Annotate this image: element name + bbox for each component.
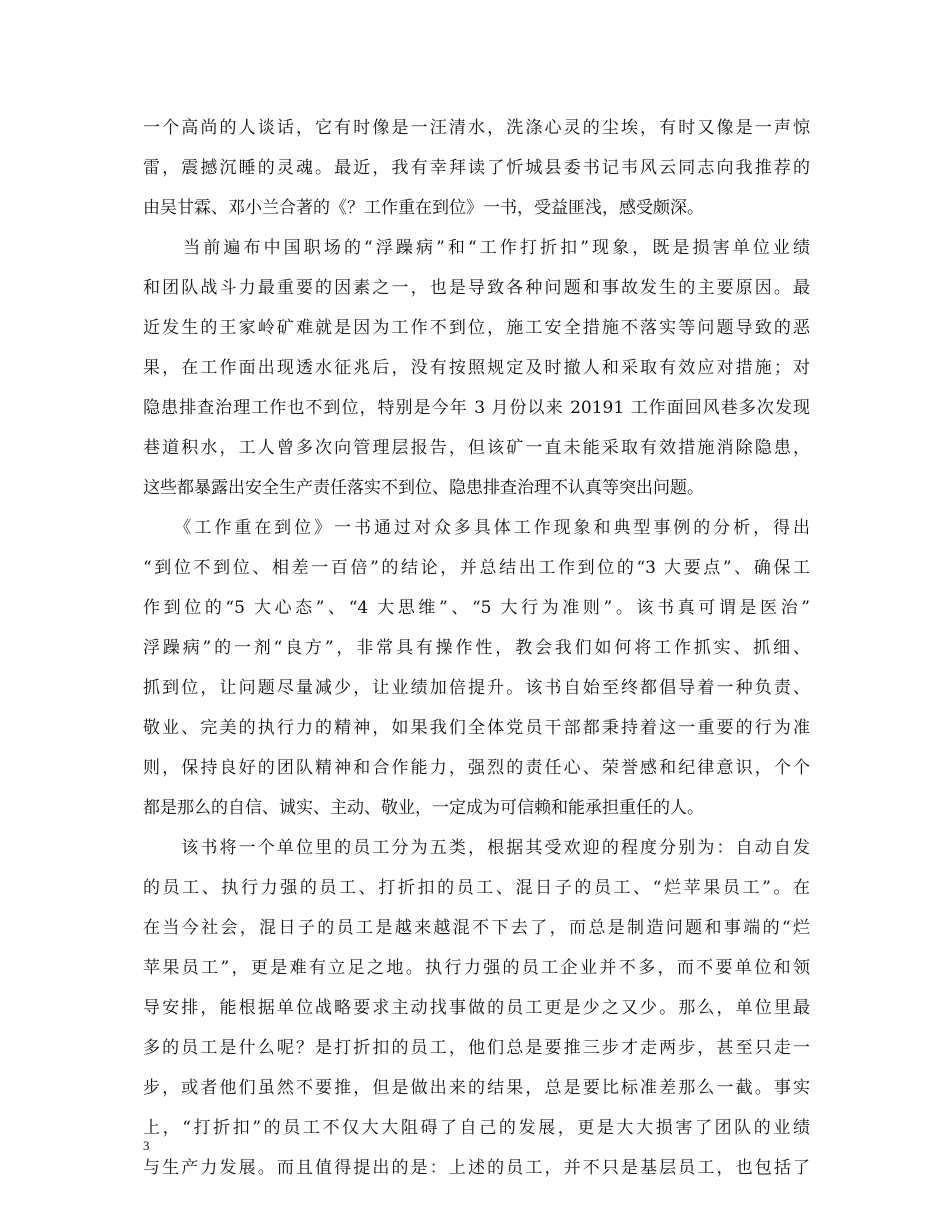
text-line: 在当今社会，混日子的员工是越来越混不下去了，而总是制造问题和事端的“烂 <box>143 918 810 938</box>
text-line: 这些都暴露出安全生产责任落实不到位、隐患排查治理不认真等突出问题。 <box>143 478 704 498</box>
page-number: 3 <box>143 1138 150 1153</box>
text-line: “到位不到位、相差一百倍”的结论，并总结出工作到位的“3 大要点”、确保工 <box>143 558 810 578</box>
text-line: 和团队战斗力最重要的因素之一，也是导致各种问题和事故发生的主要原因。最 <box>143 278 810 298</box>
text-line: 则，保持良好的团队精神和合作能力，强烈的责任心、荣誉感和纪律意识，个个 <box>143 758 810 778</box>
text-line: 果，在工作面出现透水征兆后，没有按照规定及时撤人和采取有效应对措施；对 <box>143 358 810 378</box>
text-line: 一个高尚的人谈话，它有时像是一汪清水，洗涤心灵的尘埃，有时又像是一声惊 <box>143 118 810 138</box>
text-line: 巷道积水，工人曾多次向管理层报告，但该矿一直未能采取有效措施消除隐患， <box>143 438 810 458</box>
text-line: 该书将一个单位里的员工分为五类，根据其受欢迎的程度分别为：自动自发 <box>143 838 810 858</box>
text-line: 作到位的“5 大心态”、“4 大思维”、“5 大行为准则”。该书真可谓是医治” <box>143 598 810 618</box>
text-line: 当前遍布中国职场的“浮躁病”和“工作打折扣”现象，既是损害单位业绩 <box>143 238 810 258</box>
text-line: 上，“打折扣”的员工不仅大大阻碍了自己的发展，更是大大损害了团队的业绩 <box>143 1118 810 1138</box>
text-line: 导安排，能根据单位战略要求主动找事做的员工更是少之又少。那么，单位里最 <box>143 998 810 1018</box>
text-line: 的员工、执行力强的员工、打折扣的员工、混日子的员工、“烂苹果员工”。在 <box>143 878 810 898</box>
text-line: 隐患排查治理工作也不到位，特别是今年 3 月份以来 20191 工作面回风巷多次发现 <box>143 398 810 418</box>
text-line: 多的员工是什么呢？是打折扣的员工，他们总是要推三步才走两步，甚至只走一 <box>143 1038 810 1058</box>
text-line: 步，或者他们虽然不要推，但是做出来的结果，总是要比标准差那么一截。事实 <box>143 1078 810 1098</box>
text-line: 《工作重在到位》一书通过对众多具体工作现象和典型事例的分析，得出 <box>143 518 810 538</box>
text-line: 都是那么的自信、诚实、主动、敬业，一定成为可信赖和能承担重任的人。 <box>143 798 704 818</box>
text-line: 浮躁病”的一剂“良方”，非常具有操作性，教会我们如何将工作抓实、抓细、 <box>143 638 810 658</box>
text-line: 敬业、完美的执行力的精神，如果我们全体党员干部都秉持着这一重要的行为准 <box>143 718 810 738</box>
text-line: 近发生的王家岭矿难就是因为工作不到位，施工安全措施不落实等问题导致的恶 <box>143 318 810 338</box>
text-line: 雷，震撼沉睡的灵魂。最近，我有幸拜读了忻城县委书记韦风云同志向我推荐的 <box>143 158 810 178</box>
text-line: 与生产力发展。而且值得提出的是：上述的员工，并不只是基层员工，也包括了 <box>143 1158 810 1178</box>
text-line: 由吴甘霖、邓小兰合著的《？工作重在到位》一书，受益匪浅，感受颇深。 <box>143 198 704 218</box>
text-line: 苹果员工”，更是难有立足之地。执行力强的员工企业并不多，而不要单位和领 <box>143 958 810 978</box>
text-line: 抓到位，让问题尽量减少，让业绩加倍提升。该书自始至终都倡导着一种负责、 <box>143 678 810 698</box>
